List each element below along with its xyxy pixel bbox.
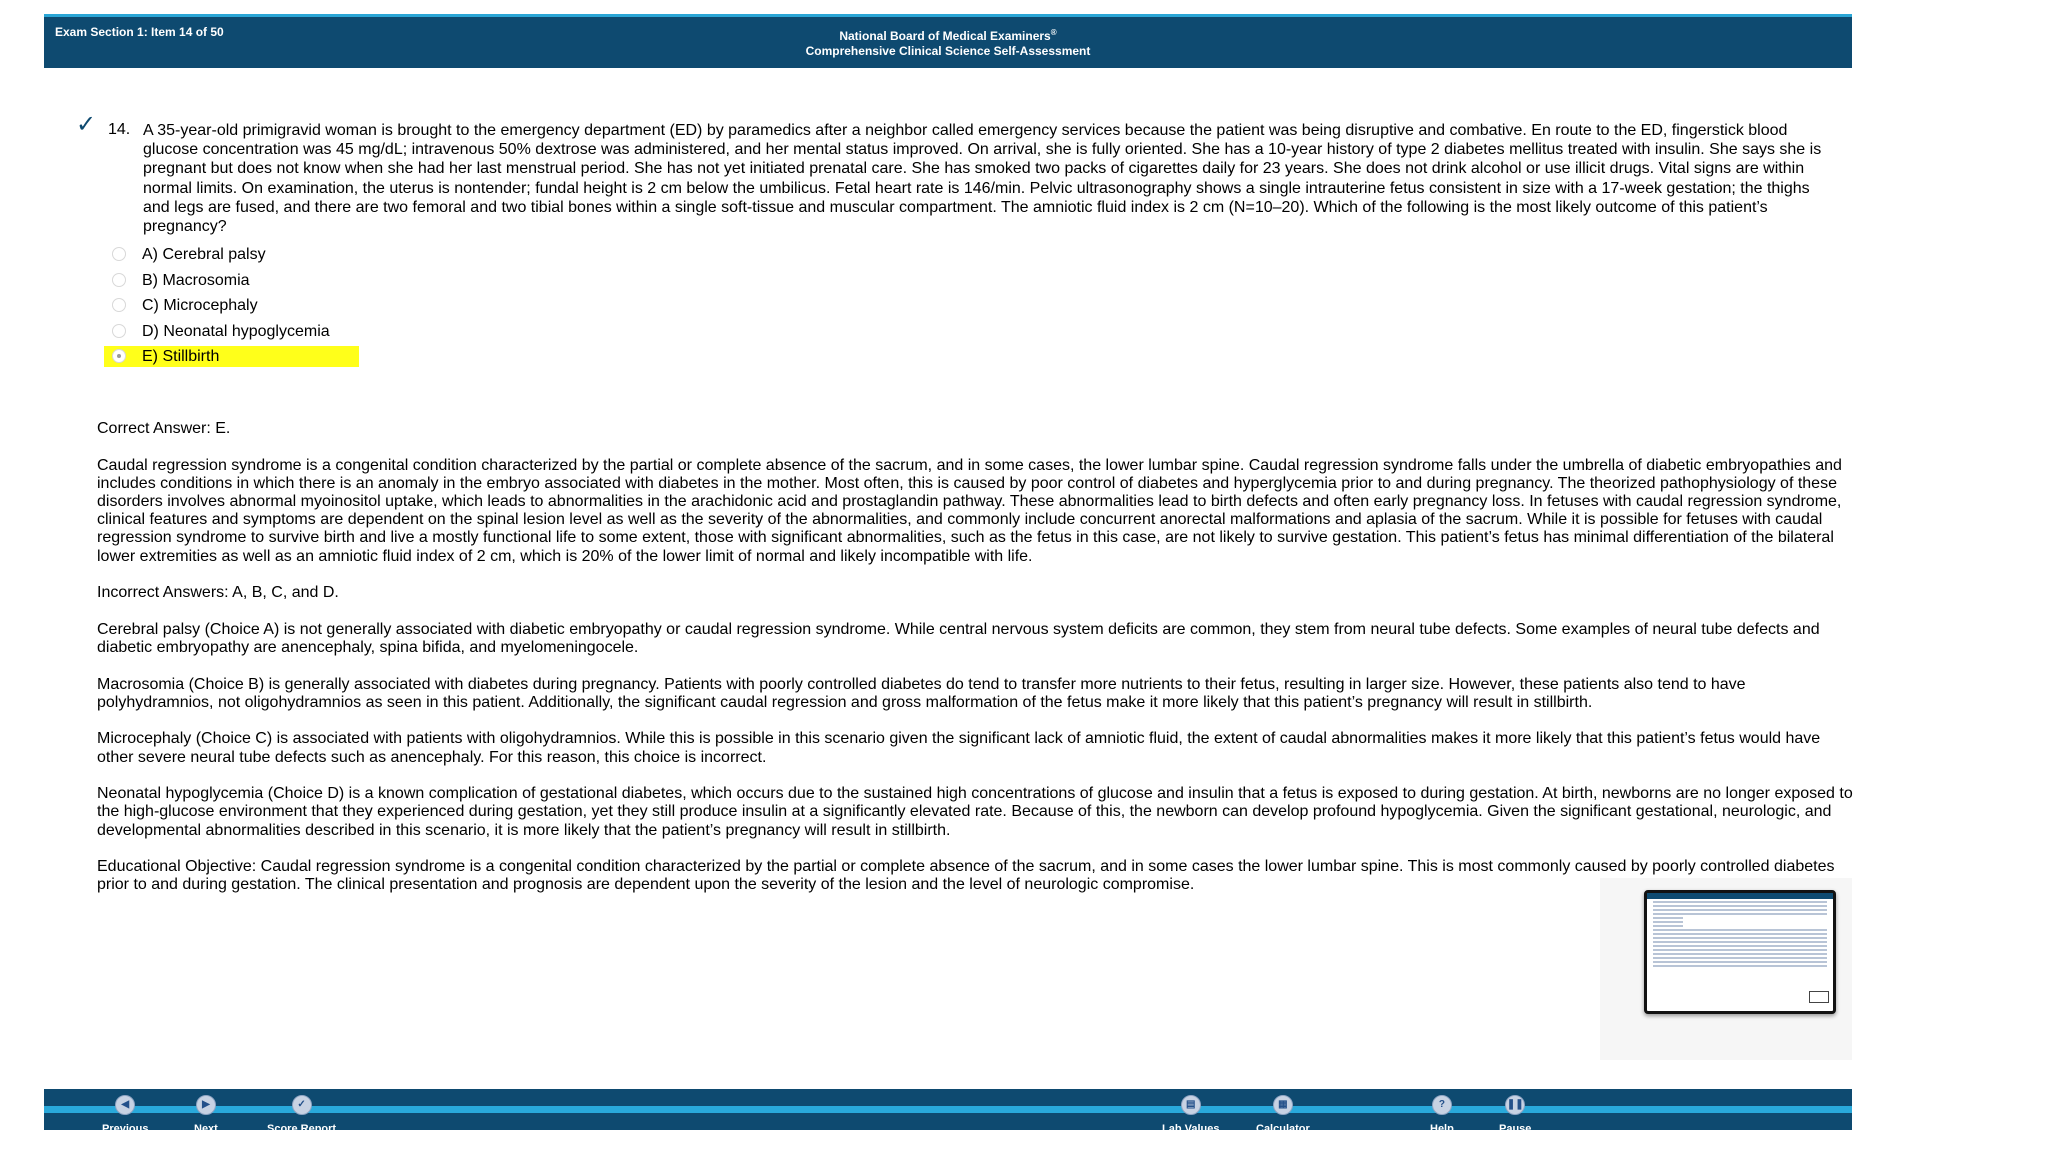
pause-label: Pause [1499, 1123, 1532, 1135]
radio-b[interactable] [112, 273, 126, 287]
pause-button[interactable] [1499, 1095, 1531, 1135]
radio-d[interactable] [112, 324, 126, 338]
option-c[interactable] [104, 295, 359, 316]
radio-e[interactable] [112, 349, 126, 363]
item-counter: Exam Section 1: Item 14 of 50 [55, 25, 224, 39]
option-b-label: B) Macrosomia [142, 271, 250, 289]
help-button[interactable] [1430, 1095, 1454, 1135]
radio-a[interactable] [112, 247, 126, 261]
exam-window [44, 14, 1853, 1135]
pause-icon: ❚❚ [1505, 1095, 1525, 1115]
lab-values-icon: ▤ [1181, 1095, 1201, 1115]
checkmark-icon[interactable]: ✓ [76, 111, 97, 138]
option-b[interactable] [104, 270, 359, 291]
question-number: 14. [108, 121, 131, 138]
score-report-label: Score Report [267, 1123, 337, 1135]
option-c-label: C) Microcephaly [142, 297, 258, 315]
previous-button[interactable] [102, 1095, 148, 1135]
help-label: Help [1430, 1123, 1454, 1135]
screenshot-thumbnail-panel [1600, 878, 1852, 1060]
option-e-label: E) Stillbirth [142, 348, 220, 366]
next-button[interactable] [194, 1095, 218, 1135]
radio-c[interactable] [112, 298, 126, 312]
navigation-bar [44, 1089, 1852, 1135]
explanation-choice-b: Macrosomia (Choice B) is generally associated with diabetes during pregnancy. Patients with poorly controlled diabetes do tend to transfer more nutrients to their fetus, resulting in larger size. However, these patients also tend to have polyhydramnios, not oligohydramnios as seen in this patient. Additionally, the significant caudal regression and gross malformation of the fetus make it more likely that this patient’s pregnancy will result in stillbirth. [97, 675, 1746, 711]
option-a-label: A) Cerebral palsy [142, 246, 266, 263]
educational-objective: Educational Objective: Caudal regression syndrome is a congenital condition characterized by the partial or complete absence of the sacrum, and in some cases the lower lumbar spine. This is most commonly caused by poorly controlled diabetes prior to and during gestation. The clinical presentation and prognosis are dependent upon the severity of the lesion and the level of neurologic compromise. [97, 858, 1835, 894]
option-d[interactable] [104, 321, 359, 342]
calculator-label: Calculator [1256, 1123, 1310, 1135]
answer-options [104, 244, 504, 372]
exam-header [44, 14, 1852, 68]
lab-values-button[interactable] [1162, 1095, 1219, 1135]
explanation-choice-a: Cerebral palsy (Choice A) is not generally associated with diabetic embryopathy or caudal regression syndrome. While central nervous system deficits are common, they stem from neural tube defects. Some examples of neural tube defects and diabetic embryopathy are anencephaly, spina bifida, and myelomeningocele. [97, 620, 1820, 656]
exam-title-line2: Comprehensive Clinical Science Self-Assessment [805, 44, 1091, 58]
correct-answer: Correct Answer: E. [97, 420, 231, 437]
score-report-icon: ✓ [292, 1095, 312, 1115]
answer-explanation [97, 420, 1857, 913]
explanation-paragraph: Caudal regression syndrome is a congenital condition characterized by the partial or complete absence of the sacrum, and in some cases, the lower lumbar spine. Caudal regression syndrome falls under the umbrella of diabetic embryopathies and includes conditions in which there is an anomaly in the embryo associated with diabetes in the mother. Most often, this is caused by poor control of diabetes and hyperglycemia prior to and during pregnancy. The theorized pathophysiology of these disorders involves abnormal myoinositol uptake, which leads to abnormalities in the arachidonic acid and prostaglandin pathway. These abnormalities lead to birth defects and often early pregnancy loss. In fetuses with caudal regression syndrome, clinical features and symptoms are dependent on the spinal lesion level as well as the severity of the abnormalities, and commonly include concurrent anorectal malformations and aplasia of the sacrum. While it is possible for fetuses with caudal regression syndrome to survive birth and live a mostly functional life to some extent, those with significant abnormalities, such as the fetus in this case, are not likely to survive gestation. This patient’s fetus has minimal differentiation of the bilateral lower extremities as well as an amniotic fluid index of 2 cm, which is 20% of the lower limit of normal and likely incompatible with life. [97, 456, 1842, 565]
previous-label: Previous [102, 1123, 149, 1135]
exam-title-line1: National Board of Medical Examiners [839, 29, 1051, 43]
next-label: Next [194, 1123, 218, 1135]
exam-title [44, 25, 1852, 59]
incorrect-answers: Incorrect Answers: A, B, C, and D. [97, 584, 339, 602]
registered-mark: ® [1050, 28, 1057, 37]
calculator-button[interactable] [1256, 1095, 1310, 1135]
question-stem: A 35-year-old primigravid woman is brought to the emergency department (ED) by paramedics after a neighbor called emergency services because the patient was being disruptive and combative. En route to the ED, fingerstick blood glucose concentration was 45 mg/dL; intravenous 50% dextrose was administered, and her mental status improved. On arrival, she is fully oriented. She has a 10-year history of type 2 diabetes mellitus treated with insulin. She says she is pregnant but does not know when she had her last menstrual period. She has not yet initiated prenatal care. She has smoked two packs of cigarettes daily for 23 years. She does not drink alcohol or use illicit drugs. Vital signs are within normal limits. On examination, the uterus is nontender; fundal height is 2 cm below the umbilicus. Fetal heart rate is 146/min. Pelvic ultrasonography shows a single intrauterine fetus consistent in size with a 17-week gestation; the thighs and legs are fused, and there are two femoral and two tibial bones within a single soft-tissue and muscular compartment. The amniotic fluid index is 2 cm (N=10–20). Which of the following is the most likely outcome of this patient’s pregnancy? [143, 122, 1822, 236]
explanation-choice-c: Microcephaly (Choice C) is associated with patients with oligohydramnios. While this is possible in this scenario given the significant lack of amniotic fluid, the extent of caudal abnormalities makes it more likely that this patient’s fetus would have other severe neural tube defects such as anencephaly. For this reason, this choice is incorrect. [97, 730, 1821, 766]
next-icon: ▶ [196, 1095, 216, 1115]
option-a[interactable] [104, 244, 359, 265]
previous-icon: ◀ [115, 1095, 135, 1115]
help-icon: ? [1432, 1095, 1452, 1115]
calculator-icon: ▦ [1273, 1095, 1293, 1115]
explanation-choice-d: Neonatal hypoglycemia (Choice D) is a known complication of gestational diabetes, which occurs due to the sustained high concentrations of glucose and insulin that a fetus is exposed to during gestation. At birth, newborns are no longer exposed to the high-glucose environment that they experienced during gestation, yet they still produce insulin at a significantly elevated rate. Because of this, the newborn can develop profound hypoglycemia. Given the significant gestational, neurologic, and developmental abnormalities described in this scenario, it is more likely that the patient’s pregnancy will result in stillbirth. [97, 785, 1853, 839]
option-e[interactable] [104, 346, 359, 367]
option-d-label: D) Neonatal hypoglycemia [142, 322, 330, 340]
screenshot-thumbnail[interactable] [1644, 890, 1836, 1014]
lab-values-label: Lab Values [1162, 1123, 1220, 1135]
score-report-button[interactable] [267, 1095, 336, 1135]
question-content [44, 68, 1852, 1068]
